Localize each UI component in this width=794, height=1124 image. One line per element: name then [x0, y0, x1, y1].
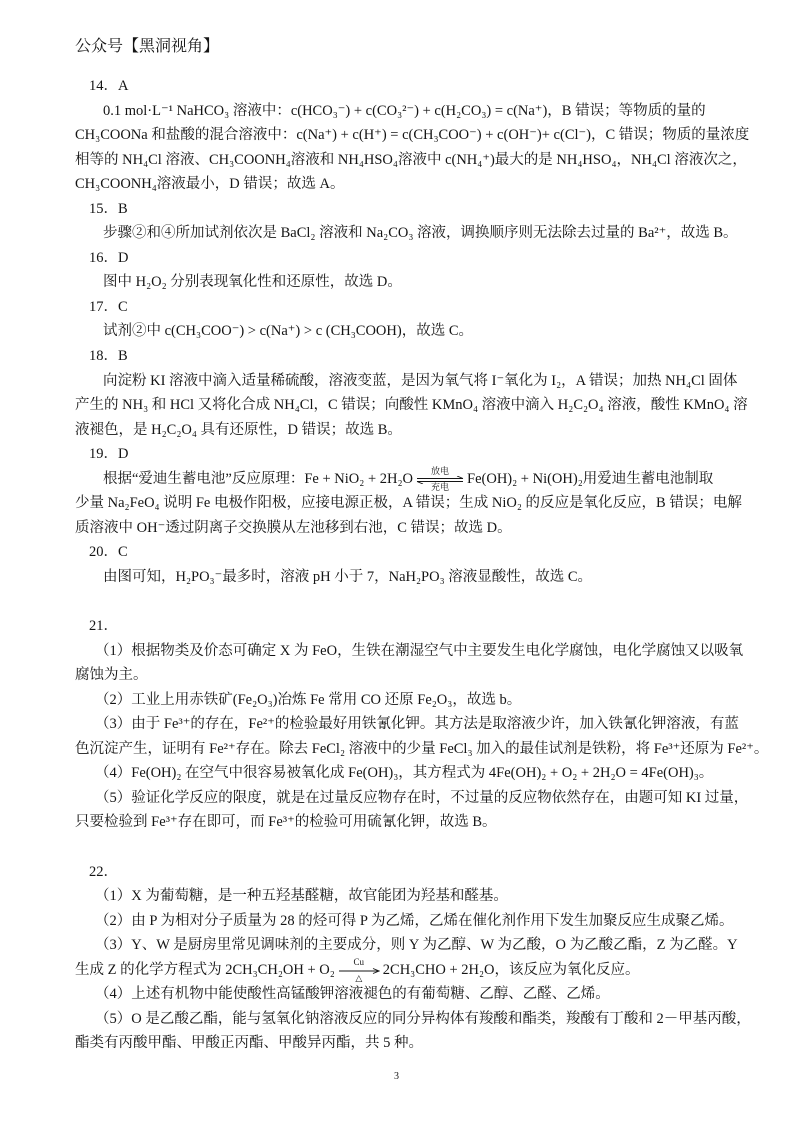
answer-20-line-1: 由图可知，H₂PO₃⁻最多时，溶液 pH 小于 7，NaH₂PO₃ 溶液显酸性，故选 C。	[103, 568, 593, 585]
answer-22-part-2-line-1: （2）由 P 为相对分子质量为 28 的烃可得 P 为乙烯，乙烯在催化剂作用下发生加聚反应生成聚乙烯。	[95, 912, 734, 929]
answer-18	[75, 344, 748, 442]
answer-21-part-1-line-2: 腐蚀为主。	[75, 667, 148, 684]
answer-16-label: 16．D	[89, 249, 129, 266]
arrow-label-discharge: 放电	[431, 465, 450, 476]
answer-14-line-4: CH₃COONH₄溶液最小，D 错误；故选 A。	[75, 176, 345, 193]
arrow-label-catalyst: Cu	[353, 956, 365, 967]
answer-17	[75, 295, 735, 344]
answer-19	[75, 442, 742, 540]
answer-19-label: 19．D	[89, 446, 129, 463]
answer-14-line-3: 相等的 NH₄Cl 溶液、CH₃COONH₄溶液和 NH₄HSO₄溶液中 c(NH₄⁺)最大的是 NH₄HSO₄，NH₄Cl 溶液次之，	[75, 151, 747, 168]
answer-22	[75, 860, 751, 1056]
answer-22-label: 22．	[89, 863, 118, 880]
page-header: 公众号【黑洞视角】	[75, 38, 220, 55]
answer-22-part-3-line-2	[75, 958, 735, 983]
answer-14-line-1: 0.1 mol·L⁻¹ NaHCO₃ 溶液中：c(HCO₃⁻) + c(CO₃²⁻) + c(H₂CO₃) = c(Na⁺)，B 错误；等物质的量的	[103, 102, 706, 119]
answer-21-label: 21．	[89, 618, 118, 635]
answer-15-label: 15．B	[89, 200, 128, 217]
answer-16-line-1: 图中 H₂O₂ 分别表现氧化性和还原性，故选 D。	[103, 274, 402, 291]
answer-18-line-1: 向淀粉 KI 溶液中滴入适量稀硫酸，溶液变蓝，是因为氧气将 I⁻氧化为 I₂，A 错误；加热 NH₄Cl 固体	[103, 372, 738, 389]
answer-18-label: 18．B	[89, 348, 128, 365]
answer-19-line-1	[75, 467, 735, 492]
answer-21-part-3-line-1: （3）由于 Fe³⁺的存在，Fe²⁺的检验最好用铁氰化钾。其方法是取溶液少许，加入铁氰化钾溶液，有蓝	[95, 716, 739, 733]
answer-22-part-4-line-1: （4）上述有机物中能使酸性高锰酸钾溶液褪色的有葡萄糖、乙醇、乙醛、乙烯。	[95, 986, 610, 1003]
answer-22-part-5-line-1: （5）O 是乙酸乙酯，能与氢氧化钠溶液反应的同分异构体有羧酸和酯类，羧酸有丁酸和 2－甲基丙酸，	[95, 1010, 751, 1027]
answer-19-line-2: 少量 Na₂FeO₄ 说明 Fe 电极作阳极，应接电源正极，A 错误；生成 NiO₂ 的反应是氧化反应，B 错误；电解	[75, 495, 742, 512]
answer-20	[75, 540, 735, 589]
answer-22-part-1-line-1: （1）X 为葡萄糖，是一种五羟基醛糖，故官能团为羟基和醛基。	[95, 888, 508, 905]
reversible-arrow-icon	[416, 467, 464, 491]
answer-16	[75, 246, 735, 295]
answer-14-line-2: CH₃COONa 和盐酸的混合溶液中：c(Na⁺) + c(H⁺) = c(CH₃COO⁻) + c(OH⁻)+ c(Cl⁻)，C 错误；物质的量浓度	[75, 127, 750, 144]
answer-18-line-3: 液褪色，是 H₂C₂O₄ 具有还原性，D 错误；故选 B。	[75, 421, 402, 438]
answer-18-line-2: 产生的 NH₃ 和 HCl 又将化合成 NH₄Cl，C 错误；向酸性 KMnO₄ 溶液中滴入 H₂C₂O₄ 溶液，酸性 KMnO₄ 溶	[75, 397, 748, 414]
answer-15-line-1: 步骤②和④所加试剂依次是 BaCl₂ 溶液和 Na₂CO₃ 溶液，调换顺序则无法除去过量的 Ba²⁺，故选 B。	[103, 225, 738, 242]
answer-15	[75, 197, 738, 246]
equation-left-side: 生成 Z 的化学方程式为 2CH₃CH₂OH + O₂	[75, 961, 335, 978]
answer-14-label: 14．A	[89, 78, 129, 94]
equation-right-side: 2CH₃CHO + 2H₂O，该反应为氧化反应。	[382, 961, 640, 978]
page-number: 3	[394, 1071, 399, 1082]
answer-19-line-3: 质溶液中 OH⁻透过阴离子交换膜从左池移到右池，C 错误；故选 D。	[75, 519, 512, 536]
answer-17-label: 17．C	[89, 298, 128, 315]
equation-right-side: Fe(OH)₂ + Ni(OH)₂用爱迪生蓄电池制取	[467, 470, 714, 487]
arrow-label-heat: △	[355, 972, 363, 983]
answer-content	[75, 74, 769, 1056]
answer-21-part-3-line-2: 色沉淀产生，证明有 Fe²⁺存在。除去 FeCl₂ 溶液中的少量 FeCl₃ 加入的最佳试剂是铁粉，将 Fe³⁺还原为 Fe²⁺。	[75, 740, 769, 757]
answer-21-part-2-line-1: （2）工业上用赤铁矿(Fe₂O₃)冶炼 Fe 常用 CO 还原 Fe₂O₃，故选 b。	[95, 691, 522, 708]
arrow-label-charge: 充电	[431, 481, 450, 492]
answer-21-part-1-line-1: （1）根据物类及价态可确定 X 为 FeO，生铁在潮湿空气中主要发生电化学腐蚀，电化学腐蚀又以吸氧	[95, 642, 744, 659]
answer-21-part-4-line-1: （4）Fe(OH)₂ 在空气中很容易被氧化成 Fe(OH)₃，其方程式为 4Fe(OH)₂ + O₂ + 2H₂O = 4Fe(OH)₃。	[95, 765, 714, 782]
answer-21-part-5-line-2: 只要检验到 Fe³⁺存在即可，而 Fe³⁺的检验可用硫氰化钾，故选 B。	[75, 814, 497, 831]
answer-21-part-5-line-1: （5）验证化学反应的限度，就是在过量反应物存在时，不过量的反应物依然存在，由题可知 KI 过量，	[95, 789, 749, 806]
answer-17-line-1: 试剂②中 c(CH₃COO⁻) > c(Na⁺) > c (CH₃COOH)，故选 C。	[103, 323, 473, 340]
answer-20-label: 20．C	[89, 544, 128, 561]
answer-21	[75, 614, 769, 835]
answer-22-part-5-line-2: 酯类有丙酸甲酯、甲酸正丙酯、甲酸异丙酯，共 5 种。	[75, 1035, 423, 1052]
answer-22-part-3-line-1: （3）Y、W 是厨房里常见调味剂的主要成分，则 Y 为乙醇、W 为乙酸，O 为乙酸乙酯，Z 为乙醛。Y	[95, 937, 738, 954]
answer-14	[75, 74, 750, 197]
reaction-arrow-icon	[338, 958, 380, 982]
equation-left-side: 根据“爱迪生蓄电池”反应原理：Fe + NiO₂ + 2H₂O	[103, 470, 414, 487]
